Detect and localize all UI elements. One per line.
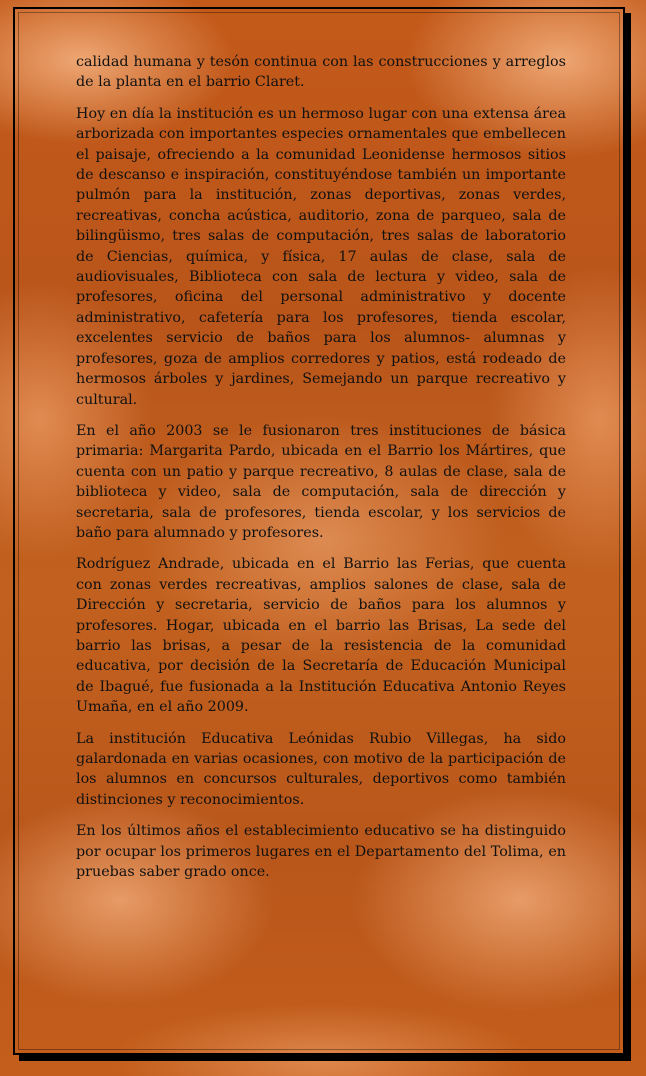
paragraph-1: calidad humana y tesón continua con las construcciones y arreglos de la planta en el barrio Claret. — [76, 54, 566, 91]
paragraph-3: En el año 2003 se le fusionaron tres instituciones de básica primaria: Margarita Pardo, ubicada en el Barrio los Mártires, que cuenta con un patio y parque recreativo, 8 aulas de clase, sala de biblioteca y video, sala de computación, sala de dirección y secretaria, sala de profesores, tienda escolar, y los servicios de baño para alumnado y profesores. — [76, 422, 566, 541]
paragraph-2: Hoy en día la institución es un hermoso lugar con una extensa área arborizada con importantes especies ornamentales que embellecen el paisaje, ofreciendo a la comunidad Leonidense hermosos sitios de descanso e inspiración, constituyéndose también un importante pulmón para la institución, zonas deportivas, zonas verdes, recreativas, concha acústica, auditorio, zona de parqueo, sala de bilingüismo, tres salas de computación, tres salas de laboratorio de Ciencias, química, y física, 17 aulas de clase, sala de audiovisuales, Biblioteca con sala de lectura y video, sala de profesores, oficina del personal administrativo y docente administrativo, cafetería para los profesores, tienda escolar, excelentes servicio de baños para los alumnos- alumnas y profesores, goza de amplios corredores y patios, está rodeado de hermosos árboles y jardines, Semejando un parque recreativo y cultural. — [76, 105, 566, 408]
paragraph-6: En los últimos años el establecimiento educativo se ha distinguido por ocupar los primeros lugares en el Departamento del Tolima, en pruebas saber grado once. — [76, 823, 566, 881]
text-body — [76, 52, 566, 893]
paragraph-4: Rodríguez Andrade, ubicada en el Barrio las Ferias, que cuenta con zonas verdes recreativas, amplios salones de clase, sala de Dirección y secretaria, servicio de baños para los alumnos y profesores. Hogar, ubicada en el barrio las Brisas, La sede del barrio las brisas, a pesar de la resistencia de la comunidad educativa, por decisión de la Secretaría de Educación Municipal de Ibagué, fue fusionada a la Institución Educativa Antonio Reyes Umaña, en el año 2009. — [76, 556, 566, 716]
paragraph-5: La institución Educativa Leónidas Rubio Villegas, ha sido galardonada en varias ocasiones, con motivo de la participación de los alumnos en concursos culturales, deportivos como también distinciones y reconocimientos. — [76, 730, 566, 808]
